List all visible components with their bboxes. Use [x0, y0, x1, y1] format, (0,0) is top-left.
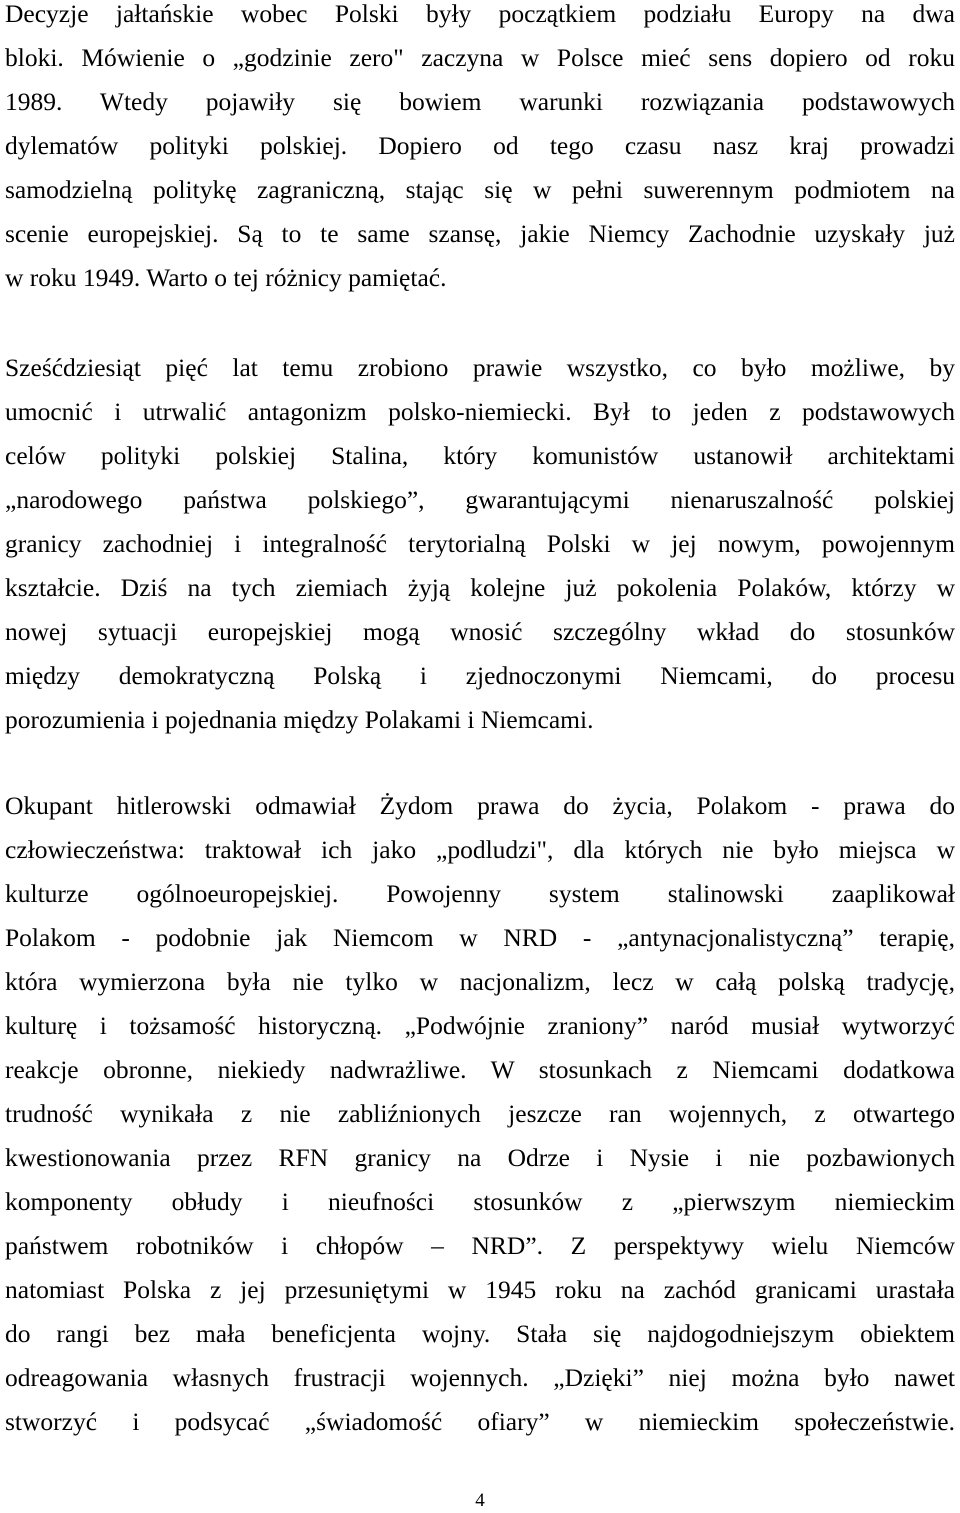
text-line: Decyzje jałtańskie wobec Polski były początkiem podziału Europy na dwa	[5, 0, 955, 28]
text-line: umocnić i utrwalić antagonizm polsko-niemiecki. Był to jeden z podstawowych	[5, 397, 955, 426]
text-line: bloki. Mówienie o „godzinie zero" zaczyna w Polsce mieć sens dopiero od roku	[5, 43, 955, 72]
text-line: w roku 1949. Warto o tej różnicy pamiętać.	[5, 263, 447, 292]
text-line: reakcje obronne, niekiedy nadwrażliwe. W stosunkach z Niemcami dodatkowa	[5, 1055, 955, 1084]
text-line: Polakom - podobnie jak Niemcom w NRD - „antynacjonalistyczną” terapię,	[5, 923, 955, 952]
text-line: 1989. Wtedy pojawiły się bowiem warunki rozwiązania podstawowych	[5, 87, 955, 116]
text-line: kulturę i tożsamość historyczną. „Podwójnie zraniony” naród musiał wytworzyć	[5, 1011, 955, 1040]
text-line: samodzielną politykę zagraniczną, stając się w pełni suwerennym podmiotem na	[5, 175, 955, 204]
text-line: człowieczeństwa: traktował ich jako „podludzi", dla których nie było miejsca w	[5, 835, 955, 864]
text-line: porozumienia i pojednania między Polakami i Niemcami.	[5, 705, 594, 734]
text-line: natomiast Polska z jej przesuniętymi w 1945 roku na zachód granicami urastała	[5, 1275, 955, 1304]
text-line: państwem robotników i chłopów – NRD”. Z perspektywy wielu Niemców	[5, 1231, 955, 1260]
text-line: kształcie. Dziś na tych ziemiach żyją kolejne już pokolenia Polaków, którzy w	[5, 573, 955, 602]
text-line: nowej sytuacji europejskiej mogą wnosić szczególny wkład do stosunków	[5, 617, 955, 646]
text-line: dylematów polityki polskiej. Dopiero od tego czasu nasz kraj prowadzi	[5, 131, 955, 160]
text-line: kwestionowania przez RFN granicy na Odrze i Nysie i nie pozbawionych	[5, 1143, 955, 1172]
text-line: między demokratyczną Polską i zjednoczonymi Niemcami, do procesu	[5, 661, 955, 690]
paragraph-3	[5, 784, 955, 1444]
paragraph-1	[5, 0, 955, 300]
text-line: komponenty obłudy i nieufności stosunków z „pierwszym niemieckim	[5, 1187, 955, 1216]
page-number: 4	[475, 1490, 485, 1511]
text-line: która wymierzona była nie tylko w nacjonalizm, lecz w całą polską tradycję,	[5, 967, 955, 996]
text-line: trudność wynikała z nie zabliźnionych jeszcze ran wojennych, z otwartego	[5, 1099, 955, 1128]
text-line: Sześćdziesiąt pięć lat temu zrobiono prawie wszystko, co było możliwe, by	[5, 353, 955, 382]
text-line: kulturze ogólnoeuropejskiej. Powojenny system stalinowski zaaplikował	[5, 879, 955, 908]
text-line: celów polityki polskiej Stalina, który komunistów ustanowił architektami	[5, 441, 955, 470]
text-line: scenie europejskiej. Są to te same szansę, jakie Niemcy Zachodnie uzyskały już	[5, 219, 955, 248]
text-line: odreagowania własnych frustracji wojennych. „Dzięki” niej można było nawet	[5, 1363, 955, 1392]
text-line: granicy zachodniej i integralność terytorialną Polski w jej nowym, powojennym	[5, 529, 955, 558]
text-line: stworzyć i podsycać „świadomość ofiary” w niemieckim społeczeństwie.	[5, 1407, 955, 1436]
text-line: Okupant hitlerowski odmawiał Żydom prawa do życia, Polakom - prawa do	[5, 791, 955, 820]
text-line: do rangi bez mała beneficjenta wojny. Stała się najdogodniejszym obiektem	[5, 1319, 955, 1348]
paragraph-2	[5, 346, 955, 742]
text-line: „narodowego państwa polskiego”, gwarantującymi nienaruszalność polskiej	[5, 485, 955, 514]
